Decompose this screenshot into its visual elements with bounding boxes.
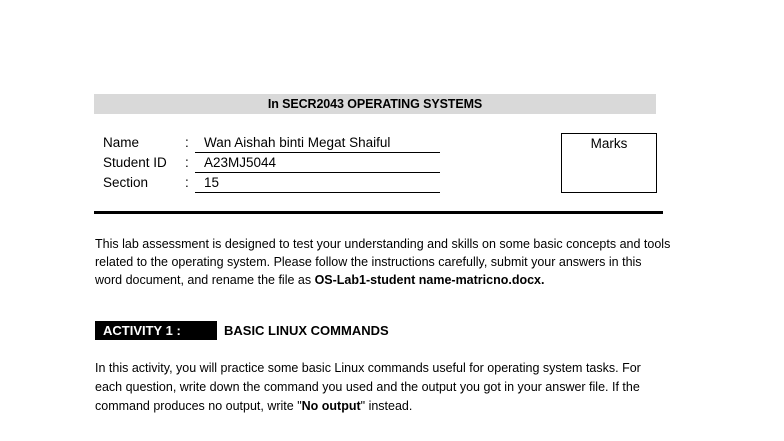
- activity-paragraph: [95, 359, 695, 416]
- intro-paragraph: [95, 235, 695, 289]
- student-id-row: [103, 154, 443, 174]
- activity-heading: [95, 321, 389, 340]
- course-title: In SECR2043 OPERATING SYSTEMS: [267, 97, 483, 111]
- name-row: [103, 134, 443, 154]
- section-divider: [94, 211, 663, 214]
- activity-line-3: [95, 397, 695, 416]
- intro-line-3: [95, 271, 695, 289]
- intro-line-1: This lab assessment is designed to test your understanding and skills on some basic concepts and tools: [95, 237, 671, 251]
- section-colon: :: [185, 175, 189, 190]
- course-title-band: [94, 94, 656, 114]
- student-id-value: A23MJ5044: [195, 155, 440, 173]
- marks-box: [561, 133, 657, 193]
- section-row: [103, 174, 443, 194]
- student-id-colon: :: [185, 155, 189, 170]
- activity-label: ACTIVITY 1 :: [95, 321, 217, 340]
- student-info: [103, 134, 443, 194]
- section-label: Section: [103, 175, 149, 190]
- file-name: OS-Lab1-student name-matricno.docx.: [314, 273, 545, 287]
- name-value: Wan Aishah binti Megat Shaiful: [195, 135, 440, 153]
- intro-line-2: related to the operating system. Please follow the instructions carefully, submit your answers in this: [95, 255, 642, 269]
- section-value: 15: [195, 175, 440, 193]
- intro-line-3-text: word document, and rename the file as: [95, 273, 315, 287]
- marks-label: Marks: [590, 136, 628, 151]
- activity-line-1: In this activity, you will practice some basic Linux commands useful for operating system tasks. For: [95, 361, 641, 375]
- activity-line-3-text: command produces no output, write ": [95, 399, 302, 413]
- name-label: Name: [103, 135, 140, 150]
- no-output-text: No output: [301, 399, 361, 413]
- name-colon: :: [185, 135, 189, 150]
- activity-line-2: each question, write down the command you used and the output you got in your answer file. If the: [95, 380, 640, 394]
- activity-title: BASIC LINUX COMMANDS: [224, 323, 389, 338]
- student-id-label: Student ID: [103, 155, 167, 170]
- activity-line-3-end: " instead.: [360, 399, 413, 413]
